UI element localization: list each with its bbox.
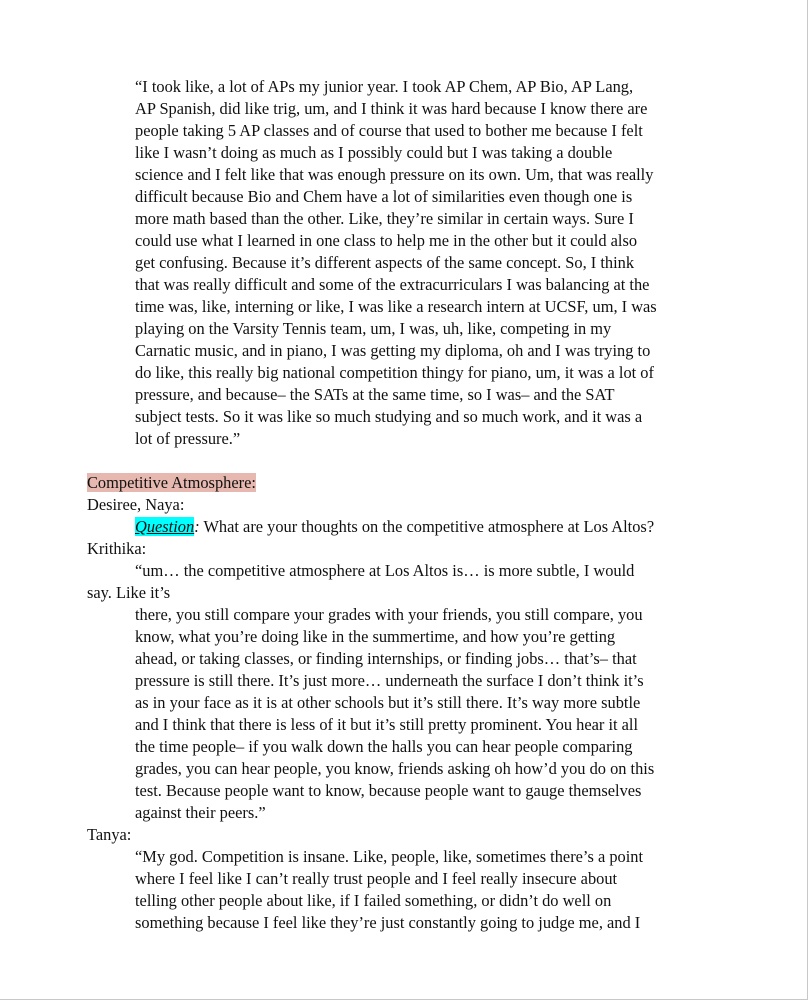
quote-line: where I feel like I can’t really trust people and I feel really insecure about xyxy=(135,869,618,888)
quote-line: subject tests. So it was like so much studying and so much work, and it was a xyxy=(135,407,643,426)
quote-line: like I wasn’t doing as much as I possibly could but I was taking a double xyxy=(135,143,613,162)
quote-line: could use what I learned in one class to help me in the other but it could also xyxy=(135,231,638,250)
quote-block-1 xyxy=(87,76,727,450)
quote-line: something because I feel like they’re just constantly going to judge me, and I xyxy=(135,913,641,932)
speaker-name-tanya: Tanya: xyxy=(87,825,132,844)
section-heading: Competitive Atmosphere: xyxy=(87,473,256,492)
quote-line: grades, you can hear people, you know, friends asking oh how’d you do on this xyxy=(135,759,655,778)
question-label: Question xyxy=(135,517,195,536)
quote-line: AP Spanish, did like trig, um, and I think it was hard because I know there are xyxy=(135,99,648,118)
quote-line: “My god. Competition is insane. Like, people, like, sometimes there’s a point xyxy=(135,847,644,866)
quote-line: telling other people about like, if I failed something, or didn’t do well on xyxy=(135,891,612,910)
quote-line: the time people– if you walk down the halls you can hear people comparing xyxy=(135,737,633,756)
quote-line: as in your face as it is at other schools but it’s still there. It’s way more subtle xyxy=(135,693,641,712)
quote-line: Carnatic music, and in piano, I was getting my diploma, oh and I was trying to xyxy=(135,341,651,360)
quote-block-krithika xyxy=(87,560,727,824)
document-body xyxy=(87,76,727,934)
quote-line: playing on the Varsity Tennis team, um, I was, uh, like, competing in my xyxy=(135,319,612,338)
question-line xyxy=(87,516,727,538)
quote-line: know, what you’re doing like in the summertime, and how you’re getting xyxy=(135,627,616,646)
quote-line: that was really difficult and some of the extracurriculars I was balancing at the xyxy=(135,275,650,294)
interviewer-names: Desiree, Naya: xyxy=(87,495,185,514)
quote-line: pressure, and because– the SATs at the same time, so I was– and the SAT xyxy=(135,385,615,404)
quote-line: pressure is still there. It’s just more… underneath the surface I don’t think it’s xyxy=(135,671,644,690)
quote-line: and I think that there is less of it but it’s still pretty prominent. You hear it all xyxy=(135,715,639,734)
speaker-name-krithika: Krithika: xyxy=(87,539,147,558)
quote-line: say. Like it’s xyxy=(87,583,171,602)
quote-line: get confusing. Because it’s different aspects of the same concept. So, I think xyxy=(135,253,635,272)
quote-line: lot of pressure.” xyxy=(135,429,241,448)
quote-block-tanya xyxy=(87,846,727,934)
quote-line: science and I felt like that was enough pressure on its own. Um, that was really xyxy=(135,165,654,184)
quote-line: test. Because people want to know, because people want to gauge themselves xyxy=(135,781,642,800)
quote-line: time was, like, interning or like, I was like a research intern at UCSF, um, I was xyxy=(135,297,657,316)
quote-line: ahead, or taking classes, or finding internships, or finding jobs… that’s– that xyxy=(135,649,637,668)
question-colon: : xyxy=(194,517,200,536)
quote-line: more math based than the other. Like, they’re similar in certain ways. Sure I xyxy=(135,209,634,228)
quote-line: “I took like, a lot of APs my junior year. I took AP Chem, AP Bio, AP Lang, xyxy=(135,77,634,96)
quote-line: against their peers.” xyxy=(135,803,266,822)
quote-line: there, you still compare your grades with your friends, you still compare, you xyxy=(135,605,643,624)
quote-line: do like, this really big national competition thingy for piano, um, it was a lot of xyxy=(135,363,654,382)
quote-line: people taking 5 AP classes and of course that used to bother me because I felt xyxy=(135,121,643,140)
question-text: What are your thoughts on the competitive atmosphere at Los Altos? xyxy=(199,517,655,536)
quote-line: difficult because Bio and Chem have a lot of similarities even though one is xyxy=(135,187,633,206)
section-heading-line xyxy=(87,472,727,494)
quote-line: “um… the competitive atmosphere at Los Altos is… is more subtle, I would xyxy=(135,561,635,580)
blank-line xyxy=(87,450,727,472)
